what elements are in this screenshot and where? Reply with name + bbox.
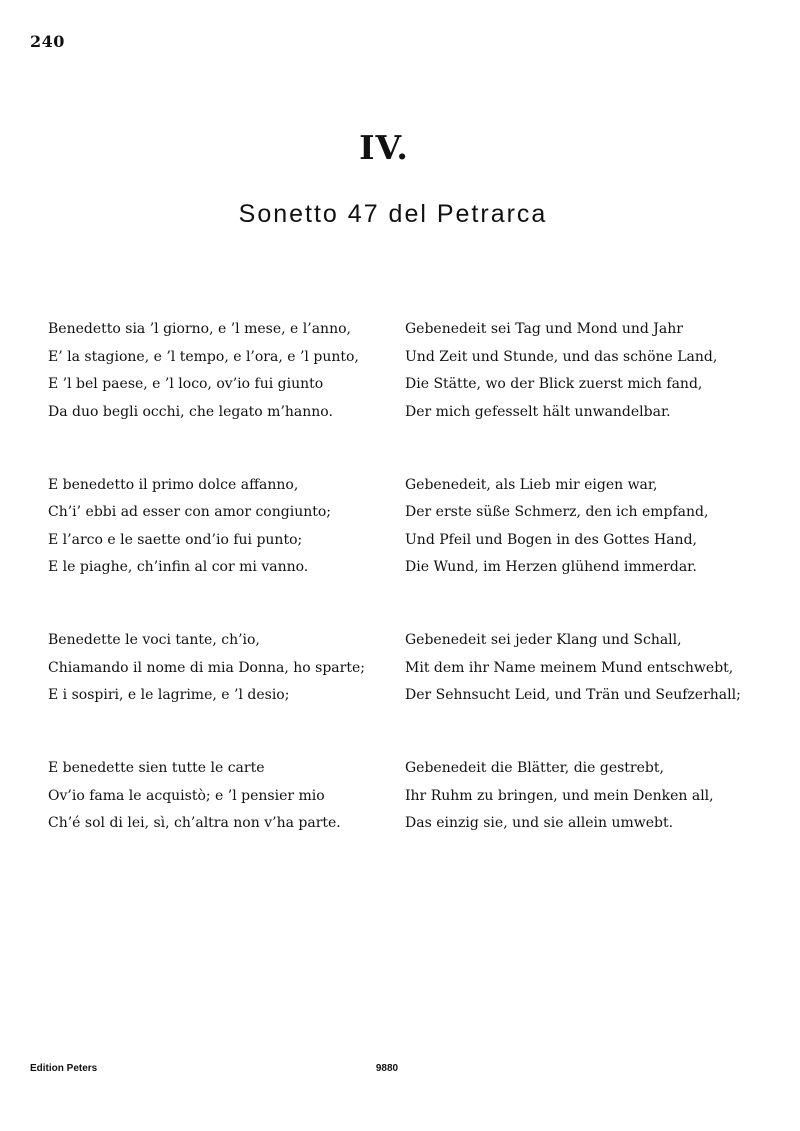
italian-line: Benedetto sia ’l giorno, e ’l mese, e l’anno,: [48, 321, 351, 337]
german-line: Der mich gefesselt hält unwandelbar.: [405, 403, 671, 420]
italian-stanza-1: [48, 316, 393, 426]
italian-line: Chiamando il nome di mia Donna, ho sparte;: [48, 659, 365, 676]
german-text-column: [405, 316, 775, 838]
italian-stanza-2: [48, 472, 393, 582]
italian-line: Ch’é sol di lei, sì, ch’altra non v’ha parte.: [48, 815, 341, 832]
german-line: Gebenedeit die Blätter, die gestrebt,: [405, 760, 664, 777]
german-line: Der Sehnsucht Leid, und Trän und Seufzerhall;: [405, 687, 741, 704]
german-stanza-1: [405, 316, 775, 426]
italian-line: Ov’io fama le acquistò; e ’l pensier mio: [48, 787, 325, 804]
german-line: Ihr Ruhm zu bringen, und mein Denken all,: [405, 787, 714, 804]
italian-line: E’ la stagione, e ’l tempo, e l’ora, e ’l punto,: [48, 348, 359, 365]
italian-line: Benedette le voci tante, ch’io,: [48, 632, 260, 649]
italian-stanza-4: [48, 755, 393, 838]
german-stanza-4: [405, 755, 775, 838]
german-line: Der erste süße Schmerz, den ich empfand,: [405, 504, 709, 521]
italian-line: Ch’i’ ebbi ad esser con amor congiunto;: [48, 504, 331, 521]
german-line: Die Stätte, wo der Blick zuerst mich fand,: [405, 376, 703, 393]
italian-line: E ’l bel paese, e ’l loco, ov’io fui giunto: [48, 376, 324, 393]
italian-stanza-3: [48, 627, 393, 710]
publisher-label: Edition Peters: [30, 1063, 98, 1074]
italian-line: E l’arco e le saette ond’io fui punto;: [48, 531, 303, 548]
italian-line: Da duo begli occhi, che legato m’hanno.: [48, 403, 333, 420]
italian-line: E benedette sien tutte le carte: [48, 760, 265, 777]
german-line: Und Pfeil und Bogen in des Gottes Hand,: [405, 531, 697, 548]
italian-text-column: [48, 316, 393, 838]
italian-line: E le piaghe, ch’infin al cor mi vanno.: [48, 559, 309, 576]
german-line: Gebenedeit sei jeder Klang und Schall,: [405, 632, 682, 649]
german-line: Das einzig sie, und sie allein umwebt.: [405, 815, 674, 832]
german-stanza-3: [405, 627, 775, 710]
german-line: Gebenedeit sei Tag und Mond und Jahr: [405, 321, 683, 337]
german-line: Und Zeit und Stunde, und das schöne Land,: [405, 348, 718, 365]
poem-title: Sonetto 47 del Petrarca: [238, 200, 548, 228]
page-number: 240: [30, 32, 65, 51]
italian-line: E i sospiri, e le lagrime, e ’l desio;: [48, 687, 290, 704]
plate-number: 9880: [375, 1063, 399, 1074]
german-line: Mit dem ihr Name meinem Mund entschwebt,: [405, 659, 734, 676]
section-numeral: IV.: [359, 128, 409, 167]
german-line: Gebenedeit, als Lieb mir eigen war,: [405, 476, 658, 493]
german-line: Die Wund, im Herzen glühend immerdar.: [405, 559, 697, 576]
italian-line: E benedetto il primo dolce affanno,: [48, 476, 299, 493]
german-stanza-2: [405, 472, 775, 582]
